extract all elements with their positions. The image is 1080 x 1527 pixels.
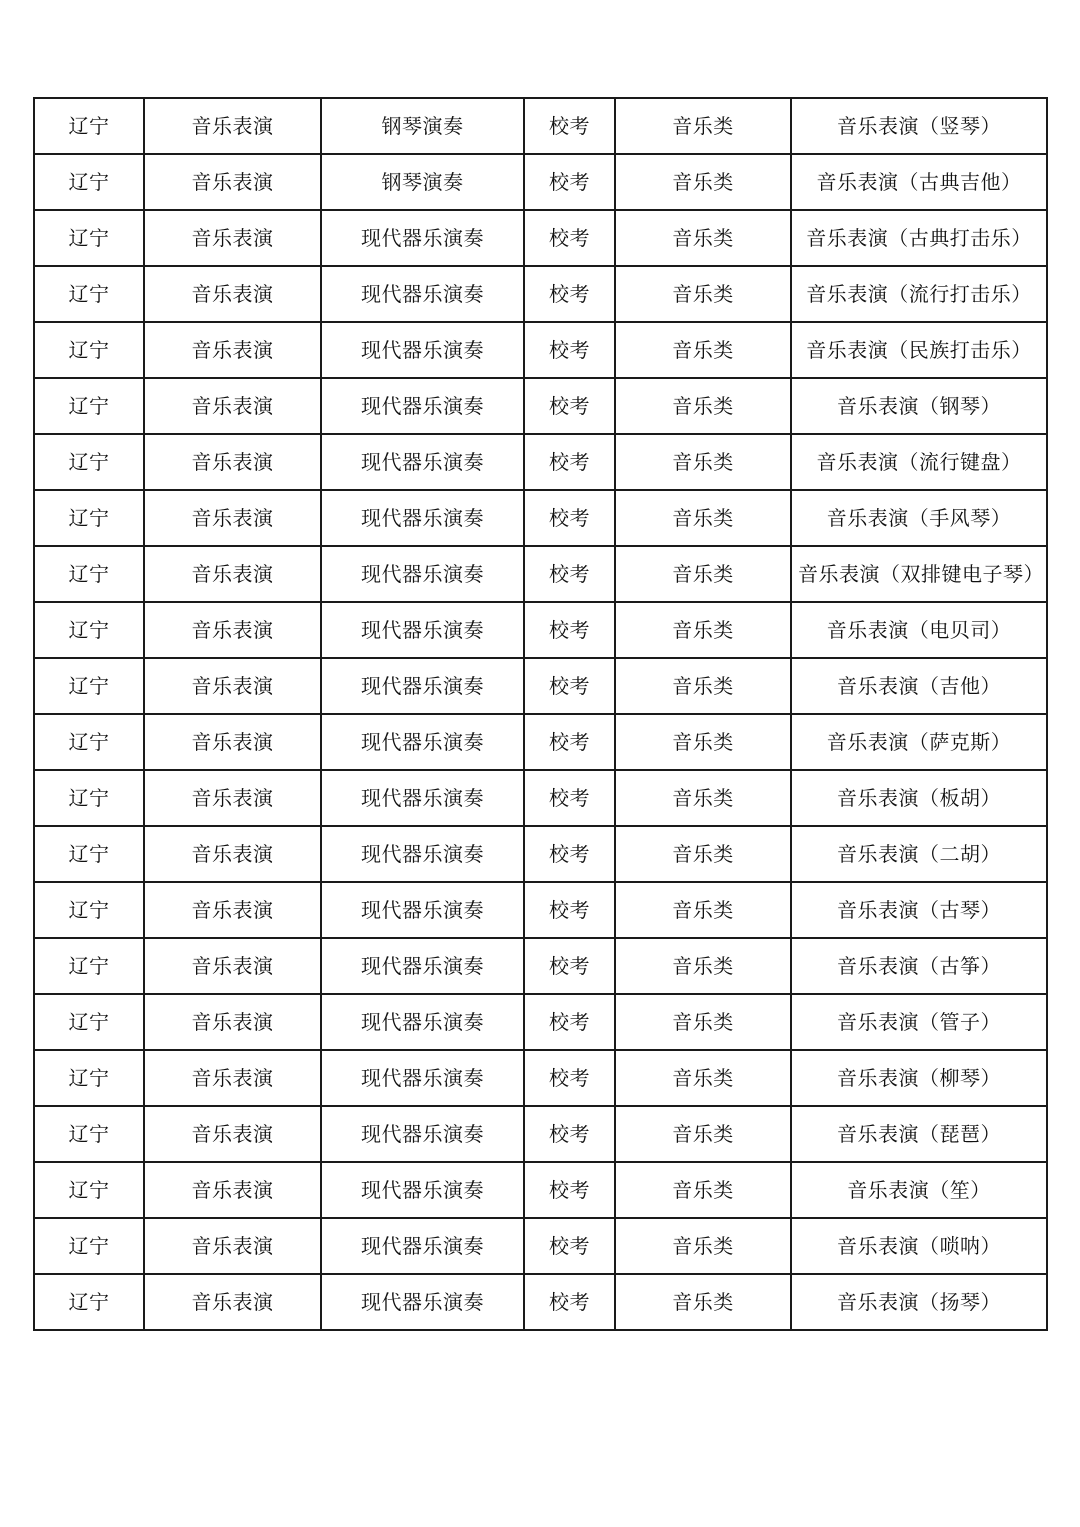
major-cell: 现代器乐演奏 [321,1050,524,1106]
province-cell: 辽宁 [34,882,144,938]
discipline-cell: 音乐类 [615,770,791,826]
exam-type-cell: 校考 [524,1106,615,1162]
major-category-cell: 音乐表演 [144,826,321,882]
province-cell: 辽宁 [34,826,144,882]
major-cell: 现代器乐演奏 [321,322,524,378]
direction-cell: 音乐表演（双排键电子琴） [791,546,1047,602]
major-cell: 现代器乐演奏 [321,1162,524,1218]
major-category-cell: 音乐表演 [144,1162,321,1218]
table-row [34,714,1047,770]
major-cell: 现代器乐演奏 [321,378,524,434]
province-cell: 辽宁 [34,994,144,1050]
direction-cell: 音乐表演（笙） [791,1162,1047,1218]
table-row [34,938,1047,994]
major-cell: 现代器乐演奏 [321,602,524,658]
province-cell: 辽宁 [34,1162,144,1218]
major-cell: 现代器乐演奏 [321,882,524,938]
major-category-cell: 音乐表演 [144,1218,321,1274]
province-cell: 辽宁 [34,266,144,322]
exam-type-cell: 校考 [524,434,615,490]
major-cell: 现代器乐演奏 [321,434,524,490]
direction-cell: 音乐表演（手风琴） [791,490,1047,546]
major-cell: 钢琴演奏 [321,98,524,154]
table-row [34,1274,1047,1330]
discipline-cell: 音乐类 [615,378,791,434]
major-category-cell: 音乐表演 [144,1274,321,1330]
table-row [34,266,1047,322]
major-cell: 现代器乐演奏 [321,994,524,1050]
exam-type-cell: 校考 [524,98,615,154]
major-category-cell: 音乐表演 [144,434,321,490]
direction-cell: 音乐表演（竖琴） [791,98,1047,154]
discipline-cell: 音乐类 [615,1274,791,1330]
province-cell: 辽宁 [34,434,144,490]
exam-type-cell: 校考 [524,1274,615,1330]
exam-type-cell: 校考 [524,154,615,210]
discipline-cell: 音乐类 [615,266,791,322]
admissions-table [33,97,1048,1331]
major-category-cell: 音乐表演 [144,210,321,266]
table-row [34,882,1047,938]
major-cell: 现代器乐演奏 [321,714,524,770]
major-cell: 现代器乐演奏 [321,826,524,882]
table-row [34,434,1047,490]
major-cell: 现代器乐演奏 [321,1274,524,1330]
major-cell: 现代器乐演奏 [321,546,524,602]
major-cell: 现代器乐演奏 [321,210,524,266]
major-cell: 现代器乐演奏 [321,266,524,322]
exam-type-cell: 校考 [524,714,615,770]
province-cell: 辽宁 [34,1274,144,1330]
direction-cell: 音乐表演（流行键盘） [791,434,1047,490]
exam-type-cell: 校考 [524,770,615,826]
table-row [34,1050,1047,1106]
direction-cell: 音乐表演（柳琴） [791,1050,1047,1106]
major-category-cell: 音乐表演 [144,266,321,322]
province-cell: 辽宁 [34,98,144,154]
province-cell: 辽宁 [34,714,144,770]
discipline-cell: 音乐类 [615,154,791,210]
major-category-cell: 音乐表演 [144,882,321,938]
direction-cell: 音乐表演（钢琴） [791,378,1047,434]
major-category-cell: 音乐表演 [144,658,321,714]
discipline-cell: 音乐类 [615,434,791,490]
discipline-cell: 音乐类 [615,1106,791,1162]
discipline-cell: 音乐类 [615,98,791,154]
discipline-cell: 音乐类 [615,826,791,882]
exam-type-cell: 校考 [524,602,615,658]
exam-type-cell: 校考 [524,1050,615,1106]
discipline-cell: 音乐类 [615,994,791,1050]
table-row [34,154,1047,210]
direction-cell: 音乐表演（电贝司） [791,602,1047,658]
discipline-cell: 音乐类 [615,882,791,938]
major-category-cell: 音乐表演 [144,98,321,154]
major-cell: 现代器乐演奏 [321,490,524,546]
province-cell: 辽宁 [34,938,144,994]
direction-cell: 音乐表演（扬琴） [791,1274,1047,1330]
exam-type-cell: 校考 [524,266,615,322]
major-category-cell: 音乐表演 [144,994,321,1050]
exam-type-cell: 校考 [524,994,615,1050]
major-category-cell: 音乐表演 [144,602,321,658]
direction-cell: 音乐表演（民族打击乐） [791,322,1047,378]
province-cell: 辽宁 [34,490,144,546]
major-category-cell: 音乐表演 [144,154,321,210]
exam-type-cell: 校考 [524,322,615,378]
province-cell: 辽宁 [34,770,144,826]
exam-type-cell: 校考 [524,490,615,546]
major-category-cell: 音乐表演 [144,714,321,770]
discipline-cell: 音乐类 [615,546,791,602]
major-category-cell: 音乐表演 [144,490,321,546]
table-row [34,1162,1047,1218]
major-cell: 现代器乐演奏 [321,938,524,994]
direction-cell: 音乐表演（古典吉他） [791,154,1047,210]
major-category-cell: 音乐表演 [144,546,321,602]
exam-type-cell: 校考 [524,826,615,882]
table-row [34,658,1047,714]
direction-cell: 音乐表演（琵琶） [791,1106,1047,1162]
discipline-cell: 音乐类 [615,1162,791,1218]
major-cell: 现代器乐演奏 [321,1218,524,1274]
discipline-cell: 音乐类 [615,938,791,994]
province-cell: 辽宁 [34,154,144,210]
province-cell: 辽宁 [34,322,144,378]
major-cell: 现代器乐演奏 [321,658,524,714]
province-cell: 辽宁 [34,378,144,434]
table-row [34,322,1047,378]
direction-cell: 音乐表演（流行打击乐） [791,266,1047,322]
major-cell: 现代器乐演奏 [321,770,524,826]
discipline-cell: 音乐类 [615,210,791,266]
table-row [34,602,1047,658]
major-category-cell: 音乐表演 [144,770,321,826]
exam-type-cell: 校考 [524,658,615,714]
discipline-cell: 音乐类 [615,658,791,714]
province-cell: 辽宁 [34,658,144,714]
province-cell: 辽宁 [34,1050,144,1106]
exam-type-cell: 校考 [524,1162,615,1218]
major-category-cell: 音乐表演 [144,938,321,994]
direction-cell: 音乐表演（萨克斯） [791,714,1047,770]
discipline-cell: 音乐类 [615,322,791,378]
direction-cell: 音乐表演（古筝） [791,938,1047,994]
major-category-cell: 音乐表演 [144,322,321,378]
table-row [34,1218,1047,1274]
exam-type-cell: 校考 [524,210,615,266]
table-row [34,98,1047,154]
table-row [34,826,1047,882]
exam-type-cell: 校考 [524,378,615,434]
table-row [34,994,1047,1050]
province-cell: 辽宁 [34,1218,144,1274]
table-row [34,210,1047,266]
table-row [34,1106,1047,1162]
discipline-cell: 音乐类 [615,1050,791,1106]
direction-cell: 音乐表演（板胡） [791,770,1047,826]
direction-cell: 音乐表演（吉他） [791,658,1047,714]
province-cell: 辽宁 [34,546,144,602]
major-category-cell: 音乐表演 [144,1050,321,1106]
exam-type-cell: 校考 [524,546,615,602]
table-row [34,490,1047,546]
table-body [34,98,1047,1330]
province-cell: 辽宁 [34,602,144,658]
direction-cell: 音乐表演（管子） [791,994,1047,1050]
direction-cell: 音乐表演（唢呐） [791,1218,1047,1274]
major-category-cell: 音乐表演 [144,378,321,434]
table-row [34,378,1047,434]
table-row [34,546,1047,602]
major-category-cell: 音乐表演 [144,1106,321,1162]
exam-type-cell: 校考 [524,882,615,938]
direction-cell: 音乐表演（古琴） [791,882,1047,938]
table-row [34,770,1047,826]
major-cell: 钢琴演奏 [321,154,524,210]
discipline-cell: 音乐类 [615,490,791,546]
major-cell: 现代器乐演奏 [321,1106,524,1162]
discipline-cell: 音乐类 [615,602,791,658]
exam-type-cell: 校考 [524,938,615,994]
direction-cell: 音乐表演（二胡） [791,826,1047,882]
province-cell: 辽宁 [34,1106,144,1162]
province-cell: 辽宁 [34,210,144,266]
exam-type-cell: 校考 [524,1218,615,1274]
discipline-cell: 音乐类 [615,714,791,770]
discipline-cell: 音乐类 [615,1218,791,1274]
direction-cell: 音乐表演（古典打击乐） [791,210,1047,266]
